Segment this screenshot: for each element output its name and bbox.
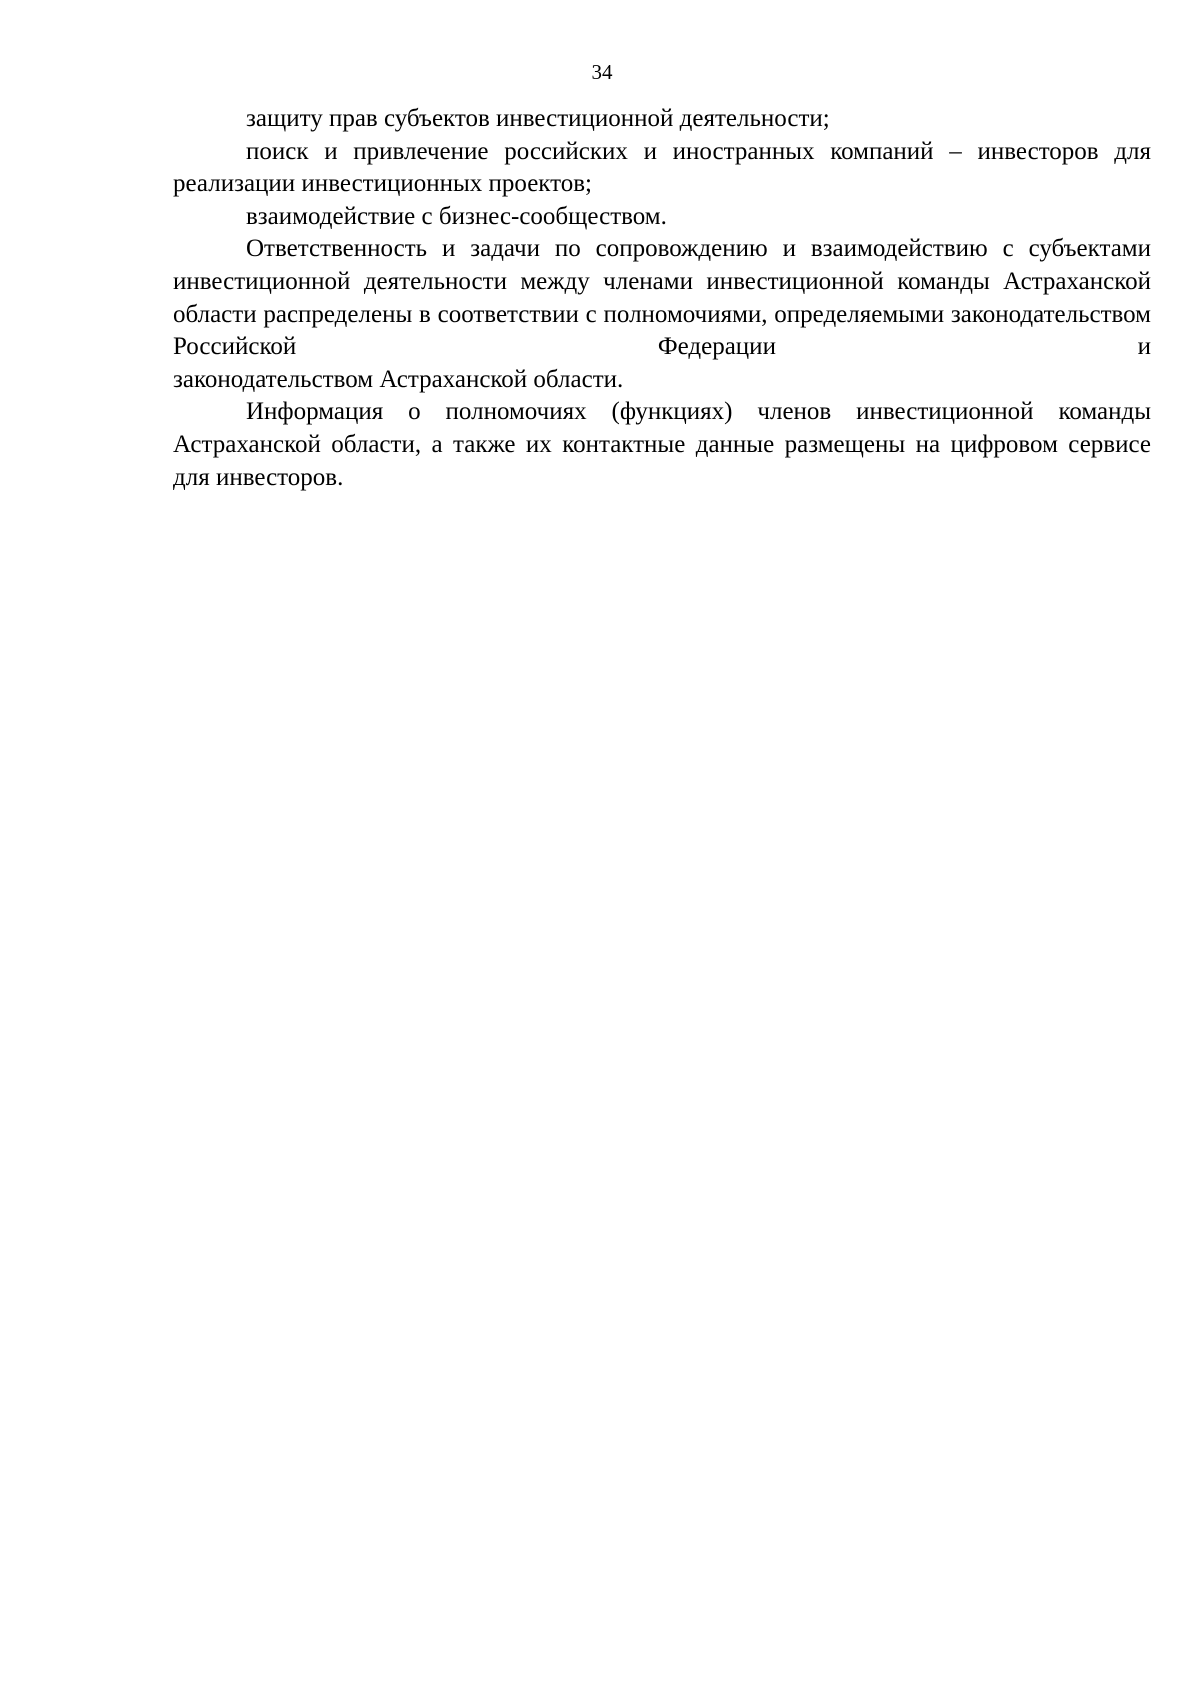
paragraph-information: Информация о полномочиях (функциях) членов инвестиционной команды Астраханской области, а также их контактные данные размещены на цифровом сервисе для инвесторов.: [173, 398, 1151, 491]
paragraph-business-interaction: взаимодействие с бизнес-сообществом.: [246, 202, 667, 230]
paragraph-responsibility-continued: законодательством Астраханской области.: [173, 365, 624, 393]
body-text: [173, 103, 1151, 494]
page-number: 34: [591, 60, 613, 84]
paragraph-responsibility: Ответственность и задачи по сопровождению и взаимодействию с субъектами инвестиционной деятельности между членами инвестиционной команды Астраханской области распределены в соответствии с полномочиями, определяемыми законодательством Российской Федерации и: [173, 235, 1151, 361]
paragraph-investor-rights: защиту прав субъектов инвестиционной деятельности;: [246, 105, 830, 132]
paragraph-investor-search: поиск и привлечение российских и иностранных компаний – инвесторов для реализации инвестиционных проектов;: [173, 137, 1151, 198]
